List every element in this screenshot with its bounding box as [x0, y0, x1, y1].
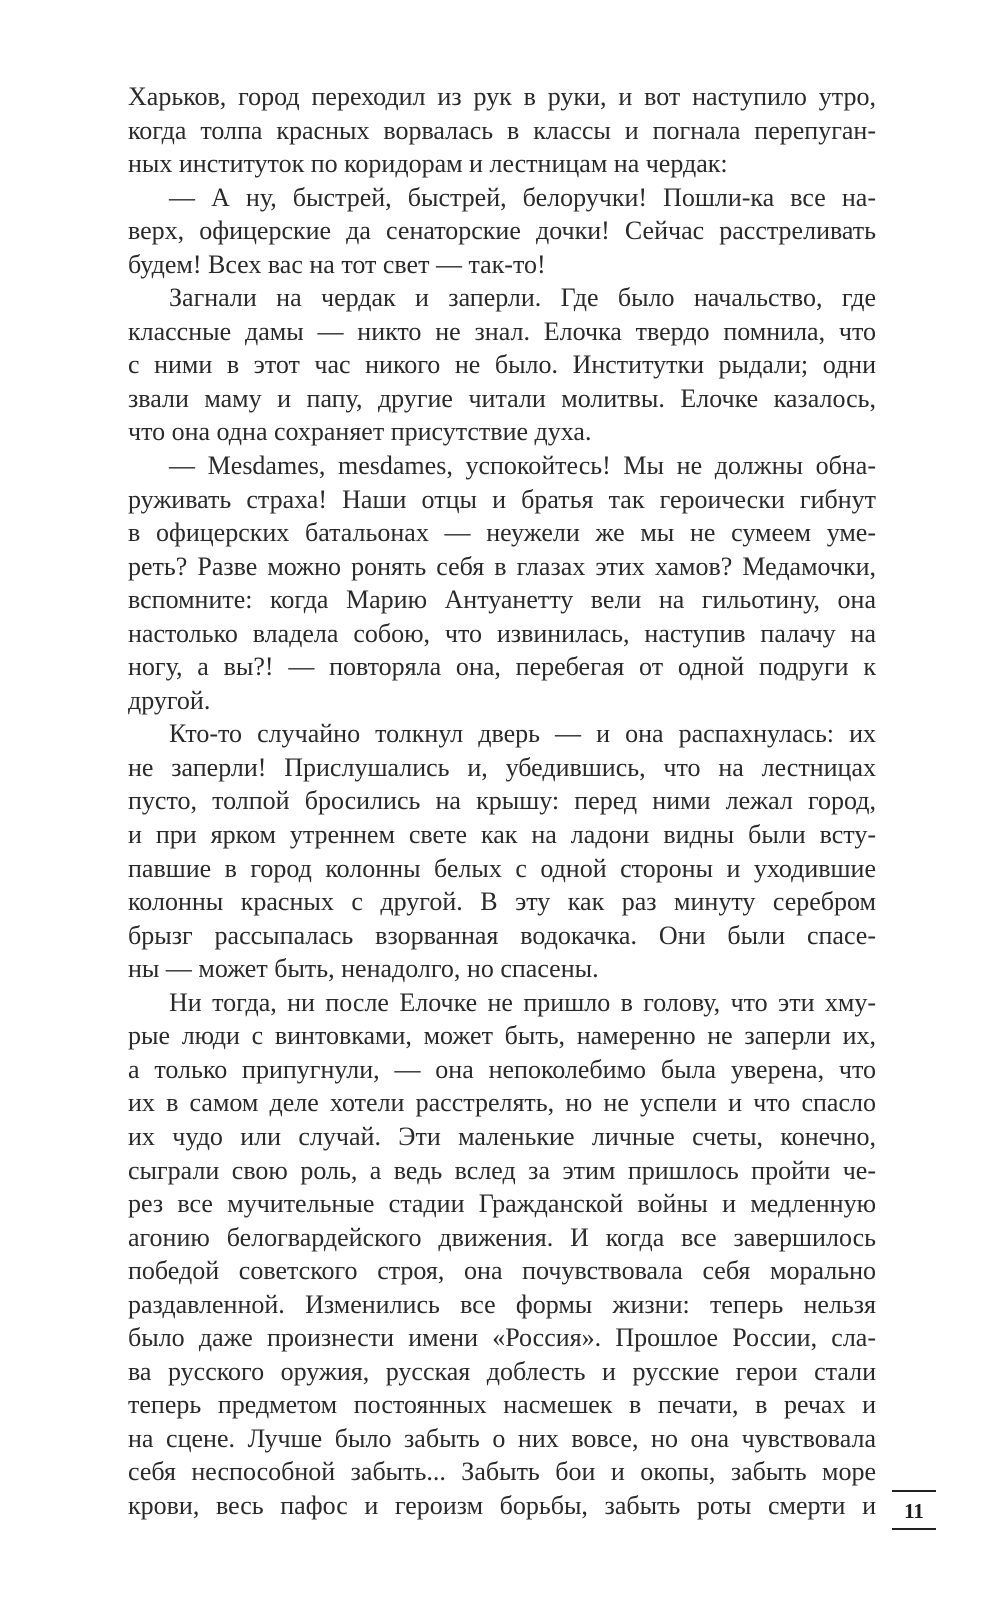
text-line: рез все мучительные стадии Гражданской войны и медленную: [128, 1189, 876, 1219]
text-line: реть? Разве можно ронять себя в глазах этих хамов? Медамочки,: [128, 551, 876, 581]
text-line: будем! Всех вас на тот свет — так-то!: [128, 249, 546, 279]
text-line: ногу, а вы?! — повторяла она, перебегая от одной подруги к: [128, 652, 876, 682]
text-line: руживать страха! Наши отцы и братья так героически гибнут: [128, 484, 876, 514]
text-line: на сцене. Лучше было забыть о них вовсе, но она чувствовала: [128, 1423, 876, 1453]
text-line: когда толпа красных ворвалась в классы и погнала перепуган-: [128, 115, 876, 145]
text-line: их чудо или случай. Эти маленькие личные счеты, конечно,: [128, 1121, 876, 1151]
text-line: Загнали на чердак и заперли. Где было начальство, где: [169, 283, 876, 313]
text-line: другой.: [128, 685, 211, 715]
text-line: себя неспособной забыть... Забыть бои и окопы, забыть море: [128, 1457, 876, 1487]
text-line: а только припугнули, — она непоколебимо была уверена, что: [128, 1054, 876, 1084]
text-line: раздавленной. Изменились все формы жизни: теперь нельзя: [128, 1289, 876, 1319]
text-line: павшие в город колонны белых с одной стороны и уходившие: [128, 853, 876, 883]
text-line: крови, весь пафос и героизм борьбы, забыть роты смерти и: [128, 1490, 876, 1520]
text-line: было даже произнести имени «Россия». Прошлое России, сла-: [128, 1323, 876, 1353]
text-line: настолько владела собою, что извинилась, наступив палачу на: [128, 618, 876, 648]
text-line: пусто, толпой бросились на крышу: перед ними лежал город,: [128, 786, 876, 816]
text-line: вспомните: когда Марию Антуанетту вели на гильотину, она: [128, 585, 876, 615]
text-line: не заперли! Прислушались и, убедившись, что на лестницах: [128, 752, 876, 782]
text-line: в офицерских батальонах — неужели же мы не сумеем уме-: [128, 518, 876, 548]
text-line: их в самом деле хотели расстрелять, но не успели и что спасло: [128, 1088, 876, 1118]
text-line: сыграли свою роль, а ведь вслед за этим пришлось пройти че-: [128, 1155, 876, 1185]
text-line: ных институток по коридорам и лестницам на чердак:: [128, 149, 728, 179]
text-line: рые люди с винтовками, может быть, намеренно не заперли их,: [128, 1021, 876, 1051]
text-line: что она одна сохраняет присутствие духа.: [128, 417, 592, 447]
text-line: Харьков, город переходил из рук в руки, и вот наступило утро,: [128, 82, 876, 111]
text-line: агонию белогвардейского движения. И когда все завершилось: [128, 1222, 876, 1252]
body-text: [128, 80, 876, 1523]
text-line: теперь предметом постоянных насмешек в печати, в речах и: [128, 1390, 876, 1420]
text-line: классные дамы — никто не знал. Елочка твердо помнила, что: [128, 316, 876, 346]
text-line: Кто-то случайно толкнул дверь — и она распахнулась: их: [169, 719, 876, 749]
text-line: звали маму и папу, другие читали молитвы. Елочке казалось,: [128, 383, 876, 413]
text-line: с ними в этот час никого не было. Институтки рыдали; одни: [128, 350, 876, 380]
page-number: 11: [892, 1490, 936, 1530]
text-line: ны — может быть, ненадолго, но спасены.: [128, 954, 599, 984]
text-line: Ни тогда, ни после Елочке не пришло в голову, что эти хму-: [169, 987, 876, 1017]
text-line: — Mesdames, mesdames, успокойтесь! Мы не должны обна-: [169, 451, 876, 481]
text-line: колонны красных с другой. В эту как раз минуту серебром: [128, 887, 876, 917]
text-line: — А ну, быстрей, быстрей, белоручки! Пошли-ка все на-: [169, 182, 876, 212]
text-line: ва русского оружия, русская доблесть и русские герои стали: [128, 1356, 876, 1386]
text-line: верх, офицерские да сенаторские дочки! Сейчас расстреливать: [128, 216, 876, 246]
text-line: победой советского строя, она почувствовала себя морально: [128, 1256, 876, 1286]
text-line: и при ярком утреннем свете как на ладони видны были всту-: [128, 820, 876, 850]
text-line: брызг рассыпалась взорванная водокачка. Они были спасе-: [128, 920, 876, 950]
